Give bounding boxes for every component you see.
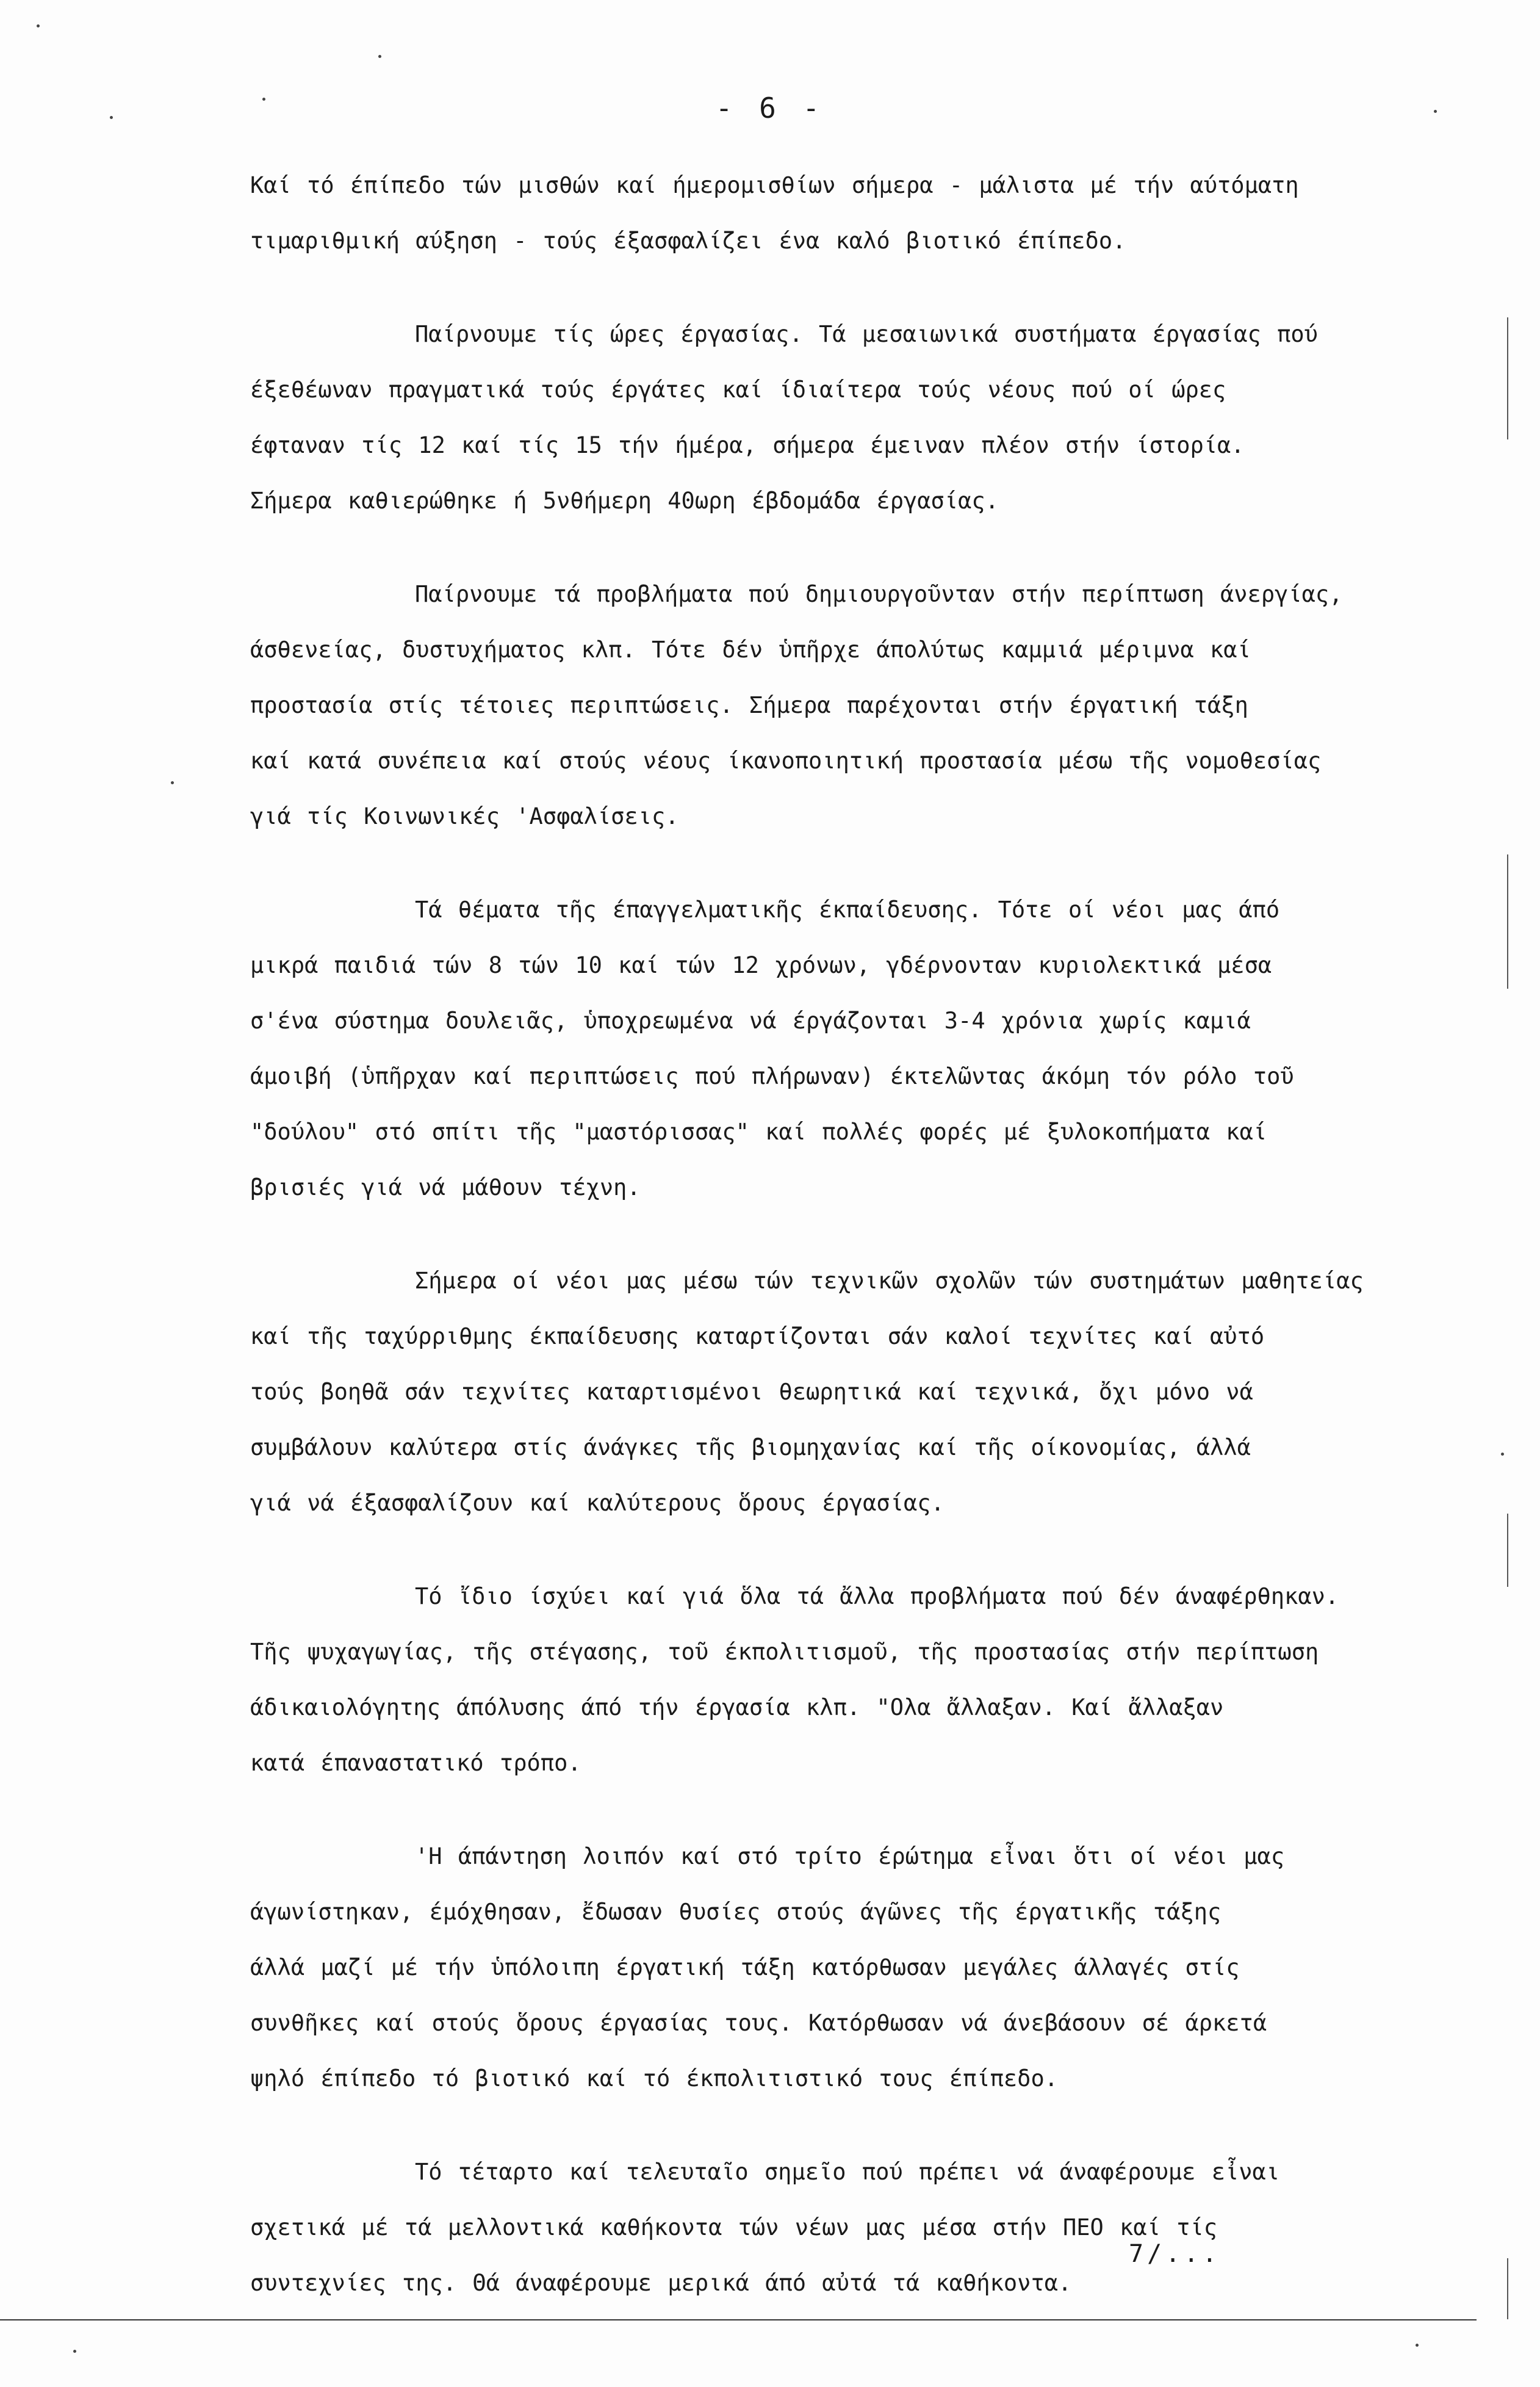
text-line: σ'ένα σύστημα δουλειᾶς, ὑποχρεωμένα νά έργάζονται 3-4 χρόνια χωρίς καμιά xyxy=(250,1008,1251,1034)
text-line: συμβάλουν καλύτερα στίς άνάγκες τῆς βιομηχανίας καί τῆς οίκονομίας, άλλά xyxy=(250,1434,1251,1461)
text-line: Σήμερα οί νέοι μας μέσω τών τεχνικῶν σχολῶν τών συστημάτων μαθητείας xyxy=(415,1268,1364,1294)
text-line: καί τῆς ταχύρριθμης έκπαίδευσης καταρτίζονται σάν καλοί τεχνίτες καί αὐτό xyxy=(250,1323,1265,1349)
text-line: Παίρνουμε τίς ώρες έργασίας. Τά μεσαιωνικά συστήματα έργασίας πού xyxy=(415,321,1318,347)
text-line: καί κατά συνέπεια καί στούς νέους ίκανοποιητική προστασία μέσω τῆς νομοθεσίας xyxy=(250,748,1322,774)
text-line: Τό ἴδιο ίσχύει καί γιά ὅλα τά ἄλλα προβλήματα πού δέν άναφέρθηκαν. xyxy=(415,1583,1339,1609)
scan-speck xyxy=(37,24,40,27)
scan-edge-mark xyxy=(1507,317,1508,439)
text-line: Παίρνουμε τά προβλήματα πού δημιουργοῦνταν στήν περίπτωση άνεργίας, xyxy=(415,581,1343,607)
paragraph-gap xyxy=(250,1531,1464,1569)
scan-edge-mark xyxy=(1507,2258,1508,2319)
scan-speck xyxy=(378,55,381,58)
text-line: 'Η άπάντηση λοιπόν καί στό τρίτο έρώτημα εἶναι ὅτι οί νέοι μας xyxy=(415,1843,1285,1869)
scan-speck xyxy=(1416,2344,1419,2347)
text-line: Τό τέταρτο καί τελευταῖο σημεῖο πού πρέπει νά άναφέρουμε εἶναι xyxy=(415,2159,1280,2185)
text-line: έξεθέωναν πραγματικά τούς έργάτες καί ίδιαίτερα τούς νέους πού οί ώρες xyxy=(250,377,1226,403)
text-line: έφταναν τίς 12 καί τίς 15 τήν ήμέρα, σήμερα έμειναν πλέον στήν ίστορία. xyxy=(250,432,1245,458)
text-line: Τῆς ψυχαγωγίας, τῆς στέγασης, τοῦ έκπολιτισμοῦ, τῆς προστασίας στήν περίπτωση xyxy=(250,1639,1319,1665)
paragraph xyxy=(250,2144,1464,2311)
bottom-rule xyxy=(0,2319,1477,2320)
text-line: συντεχνίες της. Θά άναφέρουμε μερικά άπό αὐτά τά καθήκοντα. xyxy=(250,2270,1072,2296)
continued-marker: 7/... xyxy=(1129,2240,1221,2268)
text-line: άγωνίστηκαν, έμόχθησαν, ἔδωσαν θυσίες στούς άγῶνες τῆς έργατικῆς τάξης xyxy=(250,1899,1222,1925)
text-line: άμοιβή (ὑπῆρχαν καί περιπτώσεις πού πλήρωναν) έκτελῶντας άκόμη τόν ρόλο τοῦ xyxy=(250,1063,1294,1089)
scan-speck xyxy=(1501,1453,1504,1456)
text-line: γιά τίς Κοινωνικές 'Ασφαλίσεις. xyxy=(250,803,679,829)
scan-speck xyxy=(1434,110,1437,113)
paragraph xyxy=(250,882,1464,1215)
text-line: σχετικά μέ τά μελλοντικά καθήκοντα τών νέων μας μέσα στήν ΠΕΟ καί τίς xyxy=(250,2214,1218,2241)
text-line: ψηλό έπίπεδο τό βιοτικό καί τό έκπολιτιστικό τους έπίπεδο. xyxy=(250,2065,1059,2092)
document-body xyxy=(250,157,1464,2311)
text-line: προστασία στίς τέτοιες περιπτώσεις. Σήμερα παρέχονται στήν έργατική τάξη xyxy=(250,692,1248,718)
paragraph-gap xyxy=(250,1215,1464,1253)
text-line: Σήμερα καθιερώθηκε ή 5νθήμερη 40ωρη έβδομάδα έργασίας. xyxy=(250,488,999,514)
scan-speck xyxy=(171,781,174,784)
text-line: άλλά μαζί μέ τήν ὑπόλοιπη έργατική τάξη κατόρθωσαν μεγάλες άλλαγές στίς xyxy=(250,1954,1240,1981)
text-line: μικρά παιδιά τών 8 τών 10 καί τών 12 χρόνων, γδέρνονταν κυριολεκτικά μέσα xyxy=(250,952,1272,978)
text-line: γιά νά έξασφαλίζουν καί καλύτερους ὅρους έργασίας. xyxy=(250,1490,945,1516)
text-line: τούς βοηθᾶ σάν τεχνίτες καταρτισμένοι θεωρητικά καί τεχνικά, ὄχι μόνο νά xyxy=(250,1379,1253,1405)
text-line: βρισιές γιά νά μάθουν τέχνη. xyxy=(250,1174,641,1201)
text-line: τιμαριθμική αύξηση - τούς έξασφαλίζει ένα καλό βιοτικό έπίπεδο. xyxy=(250,228,1126,254)
scan-speck xyxy=(110,116,113,119)
text-line: Καί τό έπίπεδο τών μισθών καί ήμερομισθίων σήμερα - μάλιστα μέ τήν αύτόματη xyxy=(250,172,1299,198)
scan-speck xyxy=(262,98,265,101)
paragraph-gap xyxy=(250,2106,1464,2144)
page-number: - 6 - xyxy=(715,92,825,125)
paragraph xyxy=(250,566,1464,844)
scan-edge-mark xyxy=(1507,854,1508,989)
text-line: συνθῆκες καί στούς ὅρους έργασίας τους. Κατόρθωσαν νά άνεβάσουν σέ άρκετά xyxy=(250,2010,1267,2036)
paragraph xyxy=(250,1569,1464,1791)
paragraph-gap xyxy=(250,269,1464,306)
text-line: άδικαιολόγητης άπόλυσης άπό τήν έργασία κλπ. "Ολα ἄλλαξαν. Καί ἄλλαξαν xyxy=(250,1694,1224,1721)
scan-speck xyxy=(73,2350,76,2353)
paragraph xyxy=(250,1253,1464,1531)
paragraph-gap xyxy=(250,1791,1464,1829)
text-line: Τά θέματα τῆς έπαγγελματικῆς έκπαίδευσης. Τότε οί νέοι μας άπό xyxy=(415,897,1280,923)
text-line: κατά έπαναστατικό τρόπο. xyxy=(250,1750,581,1776)
paragraph xyxy=(250,1829,1464,2106)
scan-edge-mark xyxy=(1507,1514,1508,1587)
paragraph xyxy=(250,157,1464,269)
text-line: άσθενείας, δυστυχήματος κλπ. Τότε δέν ὑπῆρχε άπολύτως καμμιά μέριμνα καί xyxy=(250,637,1251,663)
text-line: "δούλου" στό σπίτι τῆς "μαστόρισσας" καί πολλές φορές μέ ξυλοκοπήματα καί xyxy=(250,1119,1267,1145)
paragraph-gap xyxy=(250,529,1464,566)
paragraph xyxy=(250,306,1464,529)
paragraph-gap xyxy=(250,844,1464,882)
